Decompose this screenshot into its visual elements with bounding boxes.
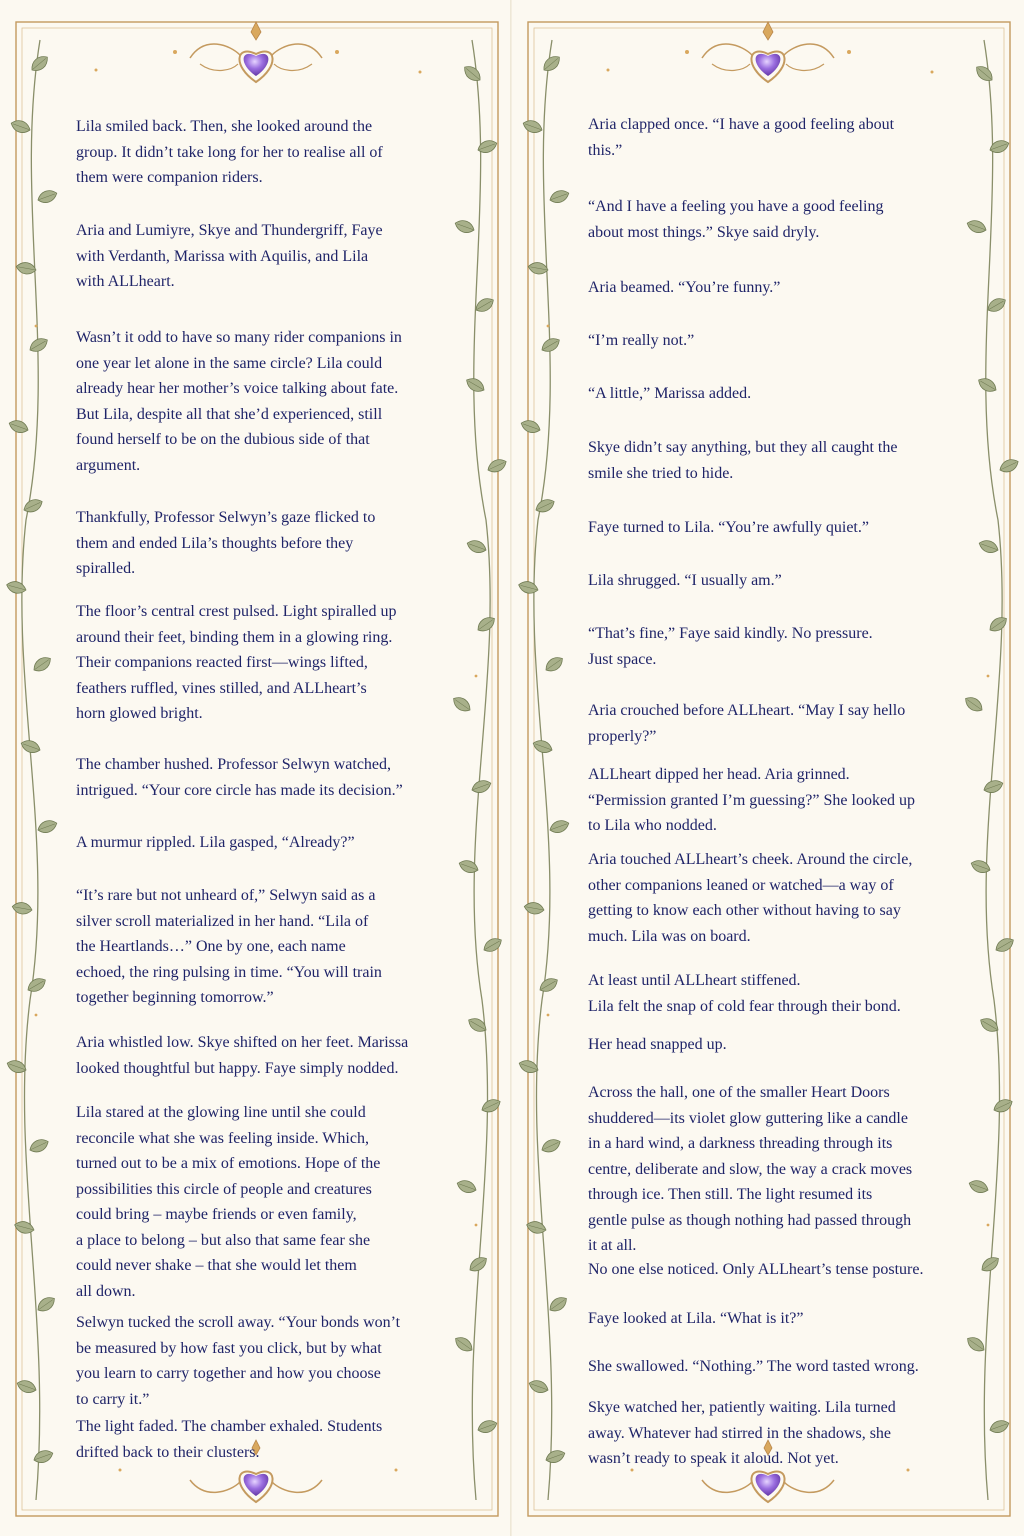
paragraph: Aria beamed. “You’re funny.” [588, 279, 781, 296]
paragraph: Lila smiled back. Then, she looked around the group. It didn’t take long for her to realise all of them were companion riders. [76, 118, 383, 186]
paragraph: Lila stared at the glowing line until she could reconcile what she was feeling inside. Which, turned out to be a mix of emotions. Hope of the possibilities this circle of people and creatures could bring – maybe friends or even family, a place to belong – but also that same fear she could never shake – that she would let them all down. [76, 1104, 381, 1300]
paragraph: “And I have a feeling you have a good feeling about most things.” Skye said dryly. [588, 198, 884, 241]
left-vine-decoration [5, 40, 58, 1500]
paragraph: The chamber hushed. Professor Selwyn watched, intrigued. “Your core circle has made its decision.” [76, 756, 403, 799]
paragraph: Aria crouched before ALLheart. “May I say hello properly?” [588, 702, 906, 745]
paragraph: Lila shrugged. “I usually am.” [588, 572, 782, 589]
paragraph: The light faded. The chamber exhaled. Students drifted back to their clusters. [76, 1418, 383, 1461]
paragraph: Aria and Lumiyre, Skye and Thundergriff, Faye with Verdanth, Marissa with Aquilis, and Lila with ALLheart. [76, 222, 383, 290]
paragraph: She swallowed. “Nothing.” The word tasted wrong. [588, 1358, 919, 1375]
paragraph: At least until ALLheart stiffened. Lila felt the snap of cold fear through their bond. [588, 972, 901, 1015]
paragraph: “That’s fine,” Faye said kindly. No pressure. Just space. [588, 625, 873, 668]
top-heart-ornament-right [685, 22, 851, 82]
paragraph: Across the hall, one of the smaller Heart Doors shuddered—its violet glow guttering like a candle in a hard wind, a darkness threading through its centre, deliberate and slow, the way a crack moves through ice. Then still. The light resumed its gentle pulse as though nothing had passed through it at all. [588, 1084, 913, 1254]
right-vine-decoration [962, 40, 1020, 1500]
paragraph: Aria whistled low. Skye shifted on her feet. Marissa looked thoughtful but happy. Faye simply nodded. [76, 1034, 409, 1077]
right-page [512, 0, 1024, 1536]
paragraph: Faye turned to Lila. “You’re awfully quiet.” [588, 519, 869, 536]
paragraph: The floor’s central crest pulsed. Light spiralled up around their feet, binding them in a glowing ring. Their companions reacted first—wings lifted, feathers ruffled, vines stilled, and ALLheart’s horn glowed bright. [76, 603, 397, 722]
paragraph: No one else noticed. Only ALLheart’s tense posture. [588, 1261, 924, 1278]
paragraph: Thankfully, Professor Selwyn’s gaze flicked to them and ended Lila’s thoughts before they spiralled. [76, 509, 376, 577]
paragraph: Aria clapped once. “I have a good feeling about this.” [588, 116, 895, 159]
paragraph: Her head snapped up. [588, 1036, 727, 1053]
paragraph: “It’s rare but not unheard of,” Selwyn said as a silver scroll materialized in her hand. “Lila of the Heartlands…” One by one, each name echoed, the ring pulsing in time. “You will train together beginning tomorrow.” [76, 887, 382, 1006]
paragraph: Faye looked at Lila. “What is it?” [588, 1310, 804, 1327]
paragraph: ALLheart dipped her head. Aria grinned. “Permission granted I’m guessing?” She looked up to Lila who nodded. [588, 766, 916, 834]
paragraph: Wasn’t it odd to have so many rider companions in one year let alone in the same circle? Lila could already hear her mother’s voice talking about fate. But Lila, despite all that she’d experienced, still found herself to be on the dubious side of that argument. [76, 329, 402, 474]
top-heart-ornament-left [173, 22, 339, 82]
left-vine-decoration [517, 40, 570, 1500]
paragraph: Skye didn’t say anything, but they all caught the smile she tried to hide. [588, 439, 898, 482]
paragraph: “A little,” Marissa added. [588, 385, 752, 402]
paragraph: A murmur rippled. Lila gasped, “Already?” [76, 834, 355, 851]
paragraph: Skye watched her, patiently waiting. Lila turned away. Whatever had stirred in the shadows, she wasn’t ready to speak it aloud. Not yet. [588, 1399, 896, 1467]
paragraph: Selwyn tucked the scroll away. “Your bonds won’t be measured by how fast you click, but by what you learn to carry together and how you choose to carry it.” [76, 1314, 401, 1408]
right-vine-decoration [450, 40, 508, 1500]
paragraph: “I’m really not.” [588, 332, 695, 349]
paragraph: Aria touched ALLheart’s cheek. Around the circle, other companions leaned or watched—a way of getting to know each other without having to say much. Lila was on board. [588, 851, 913, 945]
